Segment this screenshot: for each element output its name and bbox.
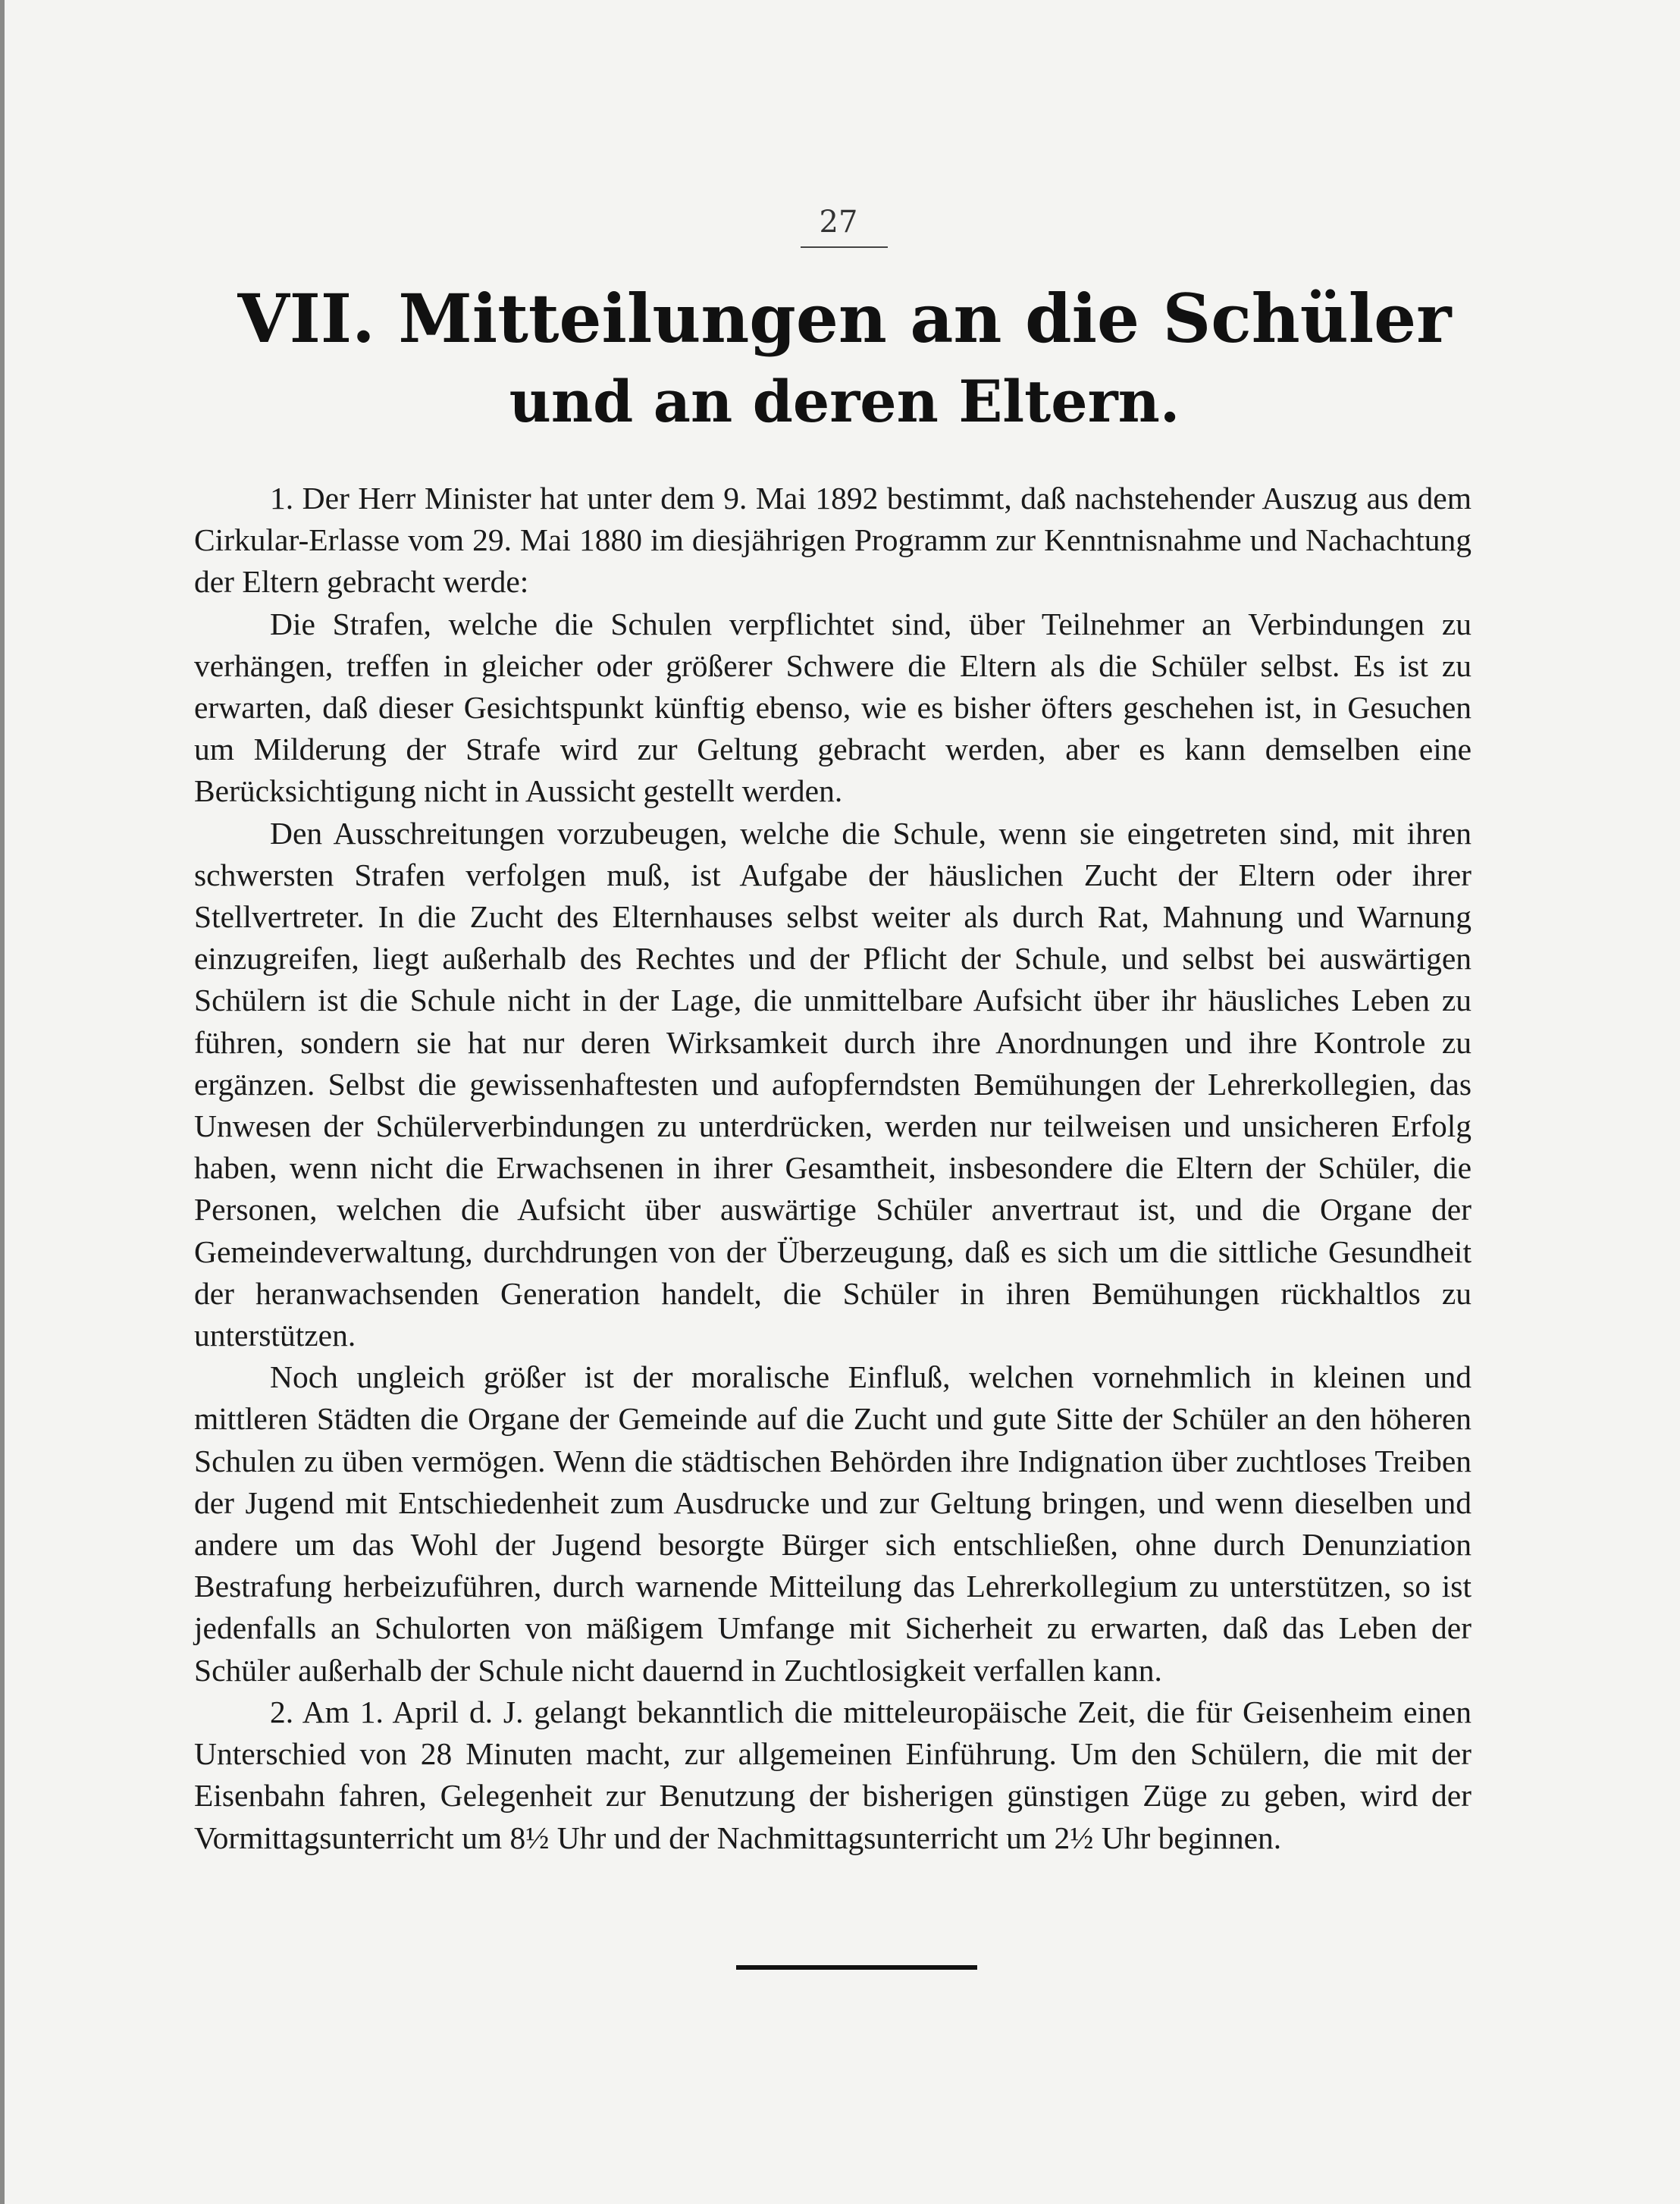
paragraph: 2. Am 1. April d. J. gelangt bekanntlich die mitteleuropäische Zeit, die für Geisenheim einen Unterschied von 28 Minuten macht, zur allgemeinen Einführung. Um den Schülern, die mit der Eisenbahn fahren, Gelegenheit zur Benutzung der bisherigen günstigen Züge zu geben, wird der Vormittagsunterricht um 8½ Uhr und der Nachmittagsunterricht um 2½ Uhr beginnen. <box>194 1694 1472 1855</box>
paragraph: 1. Der Herr Minister hat unter dem 9. Mai 1892 bestimmt, daß nachstehender Auszug aus dem Cirkular-Erlasse vom 29. Mai 1880 im diesjährigen Programm zur Kenntnisnahme und Nachachtung der Eltern gebracht werde: <box>194 481 1472 600</box>
paragraph: Die Strafen, welche die Schulen verpflichtet sind, über Teilnehmer an Verbindungen zu verhängen, treffen in gleicher oder größerer Schwere die Eltern als die Schüler selbst. Es ist zu erwarten, daß dieser Gesichtspunkt künftig ebenso, wie es bisher öfters geschehen ist, in Gesuchen um Milderung der Strafe wird zur Geltung gebracht werden, aber es kann demselben eine Berücksichtigung nicht in Aussicht gestellt werden. <box>194 606 1472 809</box>
page-title: VII. Mitteilungen an die Schüler <box>237 279 1452 358</box>
page-number-rule <box>801 246 888 248</box>
page-number: 27 <box>819 205 858 240</box>
body-text <box>194 478 1472 1859</box>
end-rule <box>736 1965 977 1970</box>
page-subtitle: und an deren Eltern. <box>509 368 1180 435</box>
paragraph: Den Ausschreitungen vorzubeugen, welche die Schule, wenn sie eingetreten sind, mit ihren schwersten Strafen verfolgen muß, ist Aufgabe der häuslichen Zucht der Eltern oder ihrer Stellvertreter. In die Zucht des Elternhauses selbst weiter als durch Rat, Mahnung und Warnung einzugreifen, liegt außerhalb des Rechtes und der Pflicht der Schule, und selbst bei auswärtigen Schülern ist die Schule nicht in der Lage, die unmittelbare Aufsicht über ihr häusliches Leben zu führen, sondern sie hat nur deren Wirksamkeit durch ihre Anordnungen und ihre Kontrole zu ergänzen. Selbst die gewissenhaftesten und aufopferndsten Bemühungen der Lehrerkollegien, das Unwesen der Schülerverbindungen zu unterdrücken, werden nur teilweisen und unsicheren Erfolg haben, wenn nicht die Erwachsenen in ihrer Gesamtheit, insbesondere die Eltern der Schüler, die Personen, welchen die Aufsicht über auswärtige Schüler anvertraut ist, und die Organe der Gemeindeverwaltung, durchdrungen von der Überzeugung, daß es sich um die sittliche Gesundheit der heranwachsenden Generation handelt, die Schüler in ihren Bemühungen rückhaltlos zu unterstützen. <box>194 815 1472 1353</box>
paragraph: Noch ungleich größer ist der moralische Einfluß, welchen vornehmlich in kleinen und mittleren Städten die Organe der Gemeinde auf die Zucht und gute Sitte der Schüler an den höheren Schulen zu üben vermögen. Wenn die städtischen Behörden ihre Indignation über zuchtloses Treiben der Jugend mit Entschiedenheit zum Ausdrucke und zur Geltung bringen, und wenn dieselben und andere um das Wohl der Jugend besorgte Bürger sich entschließen, ohne durch Denunziation Bestrafung herbeizuführen, durch warnende Mitteilung das Lehrerkollegium zu unterstützen, so ist jedenfalls an Schulorten von mäßigem Umfange mit Sicherheit zu erwarten, daß das Leben der Schüler außerhalb der Schule nicht dauernd in Zuchtlosigkeit verfallen kann. <box>194 1359 1472 1688</box>
